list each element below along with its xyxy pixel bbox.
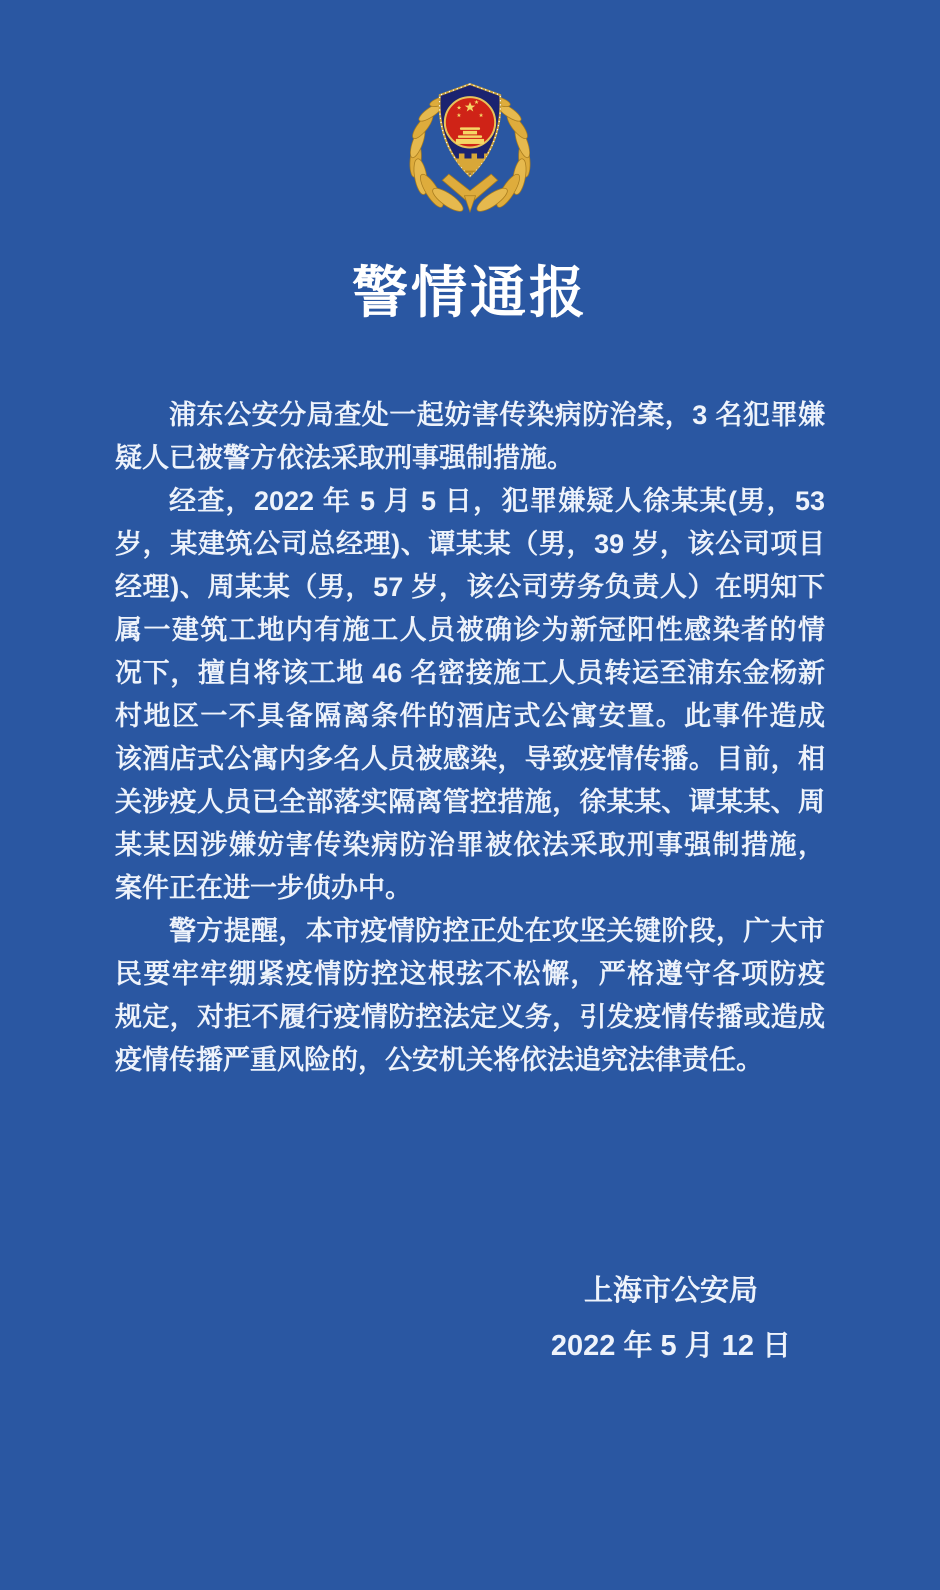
body-text-line: 疑人已被警方依法采取刑事强制措施。: [115, 443, 574, 473]
body-text-line: 警方提醒，本市疫情防控正处在攻坚关键阶段，广大市: [169, 916, 825, 946]
police-notice: [0, 72, 940, 1590]
body-text-line: 规定，对拒不履行疫情防控法定义务，引发疫情传播或造成: [115, 1002, 825, 1032]
signature-date: 2022 年 5 月 12 日: [550, 1330, 792, 1362]
body-text-line: 村地区一不具备隔离条件的酒店式公寓安置。此事件造成: [115, 701, 825, 731]
body-text-line: 某某因涉嫌妨害传染病防治罪被依法采取刑事强制措施，: [115, 830, 825, 860]
police-badge-icon: [394, 72, 546, 228]
notice-body: [115, 394, 825, 1082]
signature-block: [521, 1264, 821, 1374]
body-text-line: 经理)、周某某（男，57 岁，该公司劳务负责人）在明知下: [115, 572, 825, 602]
body-text-line: 况下，擅自将该工地 46 名密接施工人员转运至浦东金杨新: [115, 658, 825, 688]
paragraph: [115, 480, 825, 910]
body-text-line: 关涉疫人员已全部落实隔离管控措施，徐某某、谭某某、周: [115, 787, 825, 817]
body-text-line: 浦东公安分局查处一起妨害传染病防治案，3 名犯罪嫌: [169, 400, 825, 430]
body-text-line: 民要牢牢绷紧疫情防控这根弦不松懈，严格遵守各项防疫: [115, 959, 825, 989]
body-text-line: 属一建筑工地内有施工人员被确诊为新冠阳性感染者的情: [115, 615, 825, 645]
paragraph: [115, 394, 825, 480]
body-text-line: 岁，某建筑公司总经理)、谭某某（男，39 岁，该公司项目: [115, 529, 825, 559]
body-text-line: 该酒店式公寓内多名人员被感染，导致疫情传播。目前，相: [115, 744, 825, 774]
paragraph: [115, 910, 825, 1082]
notice-title: 警情通报: [352, 261, 588, 324]
signature-agency: 上海市公安局: [583, 1275, 758, 1307]
body-text-line: 经查，2022 年 5 月 5 日，犯罪嫌疑人徐某某(男，53: [169, 486, 825, 516]
body-text-line: 案件正在进一步侦办中。: [115, 873, 412, 903]
body-text-line: 疫情传播严重风险的，公安机关将依法追究法律责任。: [115, 1045, 763, 1075]
police-badge: [394, 72, 546, 228]
